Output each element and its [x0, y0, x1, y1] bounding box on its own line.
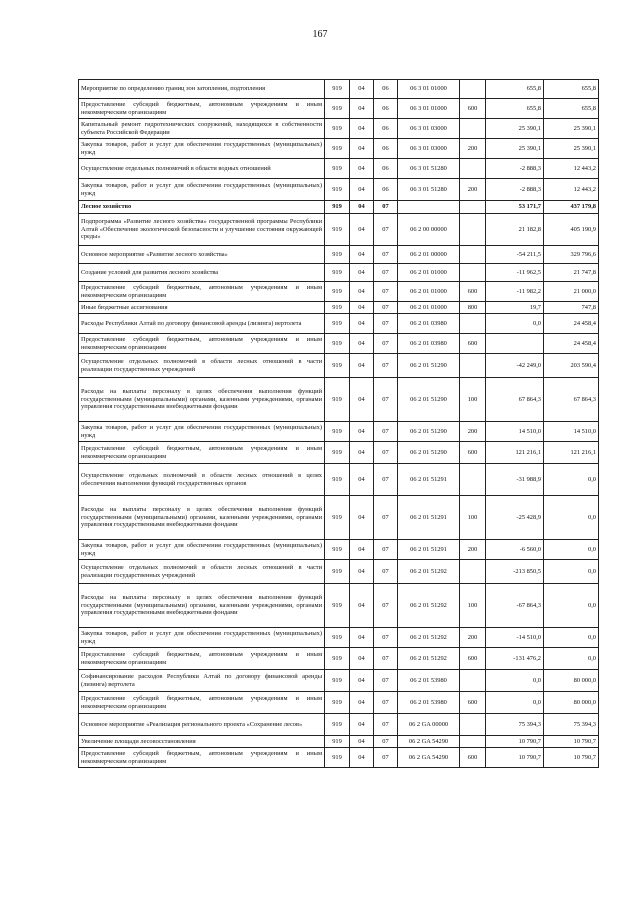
row-rz-cell: 04 — [350, 560, 374, 584]
row-name-cell: Осуществление отдельных полномочий в области водных отношений — [79, 159, 325, 179]
row-sum2-cell: 0,0 — [544, 584, 599, 628]
row-vr-cell — [460, 714, 486, 736]
row-pr-cell: 06 — [374, 99, 398, 119]
row-sum1-cell: 53 171,7 — [486, 201, 544, 214]
row-pr-cell: 07 — [374, 282, 398, 302]
row-sum2-cell: 25 390,1 — [544, 139, 599, 159]
row-name-cell: Осуществление отдельных полномочий в области лесных отношений в части реализации государственных учреждений — [79, 354, 325, 378]
row-name-cell: Закупка товаров, работ и услуг для обеспечения государственных (муниципальных) нужд — [79, 628, 325, 648]
row-rz-cell: 04 — [350, 464, 374, 496]
row-name-cell: Предоставление субсидий бюджетным, автономным учреждениям и иным некоммерческим организациям — [79, 282, 325, 302]
row-name-cell: Мероприятие по определению границ зон затопления, подтопления — [79, 80, 325, 99]
row-sum1-cell: -11 982,2 — [486, 282, 544, 302]
table-row — [79, 736, 599, 748]
row-sum1-cell: -42 249,0 — [486, 354, 544, 378]
row-pr-cell: 07 — [374, 442, 398, 464]
row-pr-cell: 06 — [374, 159, 398, 179]
row-sum1-cell: -54 211,5 — [486, 246, 544, 264]
row-csr-cell: 06 2 01 53980 — [398, 692, 460, 714]
row-vr-cell — [460, 80, 486, 99]
row-pr-cell: 06 — [374, 179, 398, 201]
row-pr-cell: 07 — [374, 670, 398, 692]
row-csr-cell: 06 2 GA 54290 — [398, 748, 460, 768]
row-sum1-cell: -2 888,3 — [486, 159, 544, 179]
row-rz-cell: 04 — [350, 628, 374, 648]
table-row — [79, 648, 599, 670]
row-rz-cell: 04 — [350, 282, 374, 302]
row-sum1-cell: 0,0 — [486, 314, 544, 334]
table-row — [79, 560, 599, 584]
row-rz-cell: 04 — [350, 496, 374, 540]
row-csr-cell: 06 2 GA 54290 — [398, 736, 460, 748]
table-row — [79, 201, 599, 214]
row-gr-cell: 919 — [325, 442, 350, 464]
row-pr-cell: 07 — [374, 736, 398, 748]
row-vr-cell — [460, 314, 486, 334]
row-gr-cell: 919 — [325, 464, 350, 496]
row-rz-cell: 04 — [350, 314, 374, 334]
row-pr-cell: 06 — [374, 80, 398, 99]
row-sum2-cell: 0,0 — [544, 496, 599, 540]
row-vr-cell: 600 — [460, 692, 486, 714]
row-vr-cell: 600 — [460, 334, 486, 354]
row-rz-cell: 04 — [350, 201, 374, 214]
table-row — [79, 179, 599, 201]
table-row — [79, 302, 599, 314]
row-vr-cell — [460, 464, 486, 496]
row-gr-cell: 919 — [325, 692, 350, 714]
table-row — [79, 139, 599, 159]
row-sum1-cell: 14 510,0 — [486, 422, 544, 442]
row-csr-cell: 06 3 01 03000 — [398, 139, 460, 159]
row-sum2-cell: 747,8 — [544, 302, 599, 314]
row-name-cell: Иные бюджетные ассигнования — [79, 302, 325, 314]
row-pr-cell: 07 — [374, 214, 398, 246]
row-vr-cell — [460, 264, 486, 282]
row-gr-cell: 919 — [325, 378, 350, 422]
row-csr-cell: 06 2 01 00000 — [398, 246, 460, 264]
row-gr-cell: 919 — [325, 246, 350, 264]
row-vr-cell — [460, 736, 486, 748]
row-vr-cell: 100 — [460, 496, 486, 540]
row-gr-cell: 919 — [325, 670, 350, 692]
row-sum2-cell: 21 747,8 — [544, 264, 599, 282]
row-name-cell: Предоставление субсидий бюджетным, автономным учреждениям и иным некоммерческим организациям — [79, 692, 325, 714]
table-row — [79, 442, 599, 464]
row-name-cell: Капитальный ремонт гидротехнических сооружений, находящихся в собственности субъекта Российской Федерации — [79, 119, 325, 139]
row-rz-cell: 04 — [350, 179, 374, 201]
row-rz-cell: 04 — [350, 99, 374, 119]
row-pr-cell: 07 — [374, 692, 398, 714]
row-csr-cell: 06 2 01 51290 — [398, 442, 460, 464]
row-name-cell: Закупка товаров, работ и услуг для обеспечения государственных (муниципальных) нужд — [79, 540, 325, 560]
row-name-cell: Закупка товаров, работ и услуг для обеспечения государственных (муниципальных) нужд — [79, 139, 325, 159]
row-csr-cell: 06 2 01 51290 — [398, 354, 460, 378]
table-row — [79, 670, 599, 692]
row-name-cell: Софинансирование расходов Республики Алтай по договору финансовой аренды (лизинга) вертолета — [79, 670, 325, 692]
row-pr-cell: 07 — [374, 314, 398, 334]
row-pr-cell: 07 — [374, 648, 398, 670]
row-gr-cell: 919 — [325, 282, 350, 302]
row-vr-cell: 200 — [460, 628, 486, 648]
row-sum1-cell: -213 850,5 — [486, 560, 544, 584]
table-row — [79, 464, 599, 496]
row-gr-cell: 919 — [325, 496, 350, 540]
table-row — [79, 540, 599, 560]
row-rz-cell: 04 — [350, 442, 374, 464]
row-sum2-cell: 12 443,2 — [544, 179, 599, 201]
row-csr-cell: 06 3 01 03000 — [398, 119, 460, 139]
row-sum2-cell: 655,8 — [544, 99, 599, 119]
row-gr-cell: 919 — [325, 119, 350, 139]
row-name-cell: Подпрограмма «Развитие лесного хозяйства» государственной программы Республики Алтай «Обеспечение экологической безопасности и улучшение состояния окружающей среды» — [79, 214, 325, 246]
row-sum1-cell: 25 390,1 — [486, 139, 544, 159]
row-gr-cell: 919 — [325, 159, 350, 179]
row-sum1-cell: 67 864,3 — [486, 378, 544, 422]
row-name-cell: Расходы на выплаты персоналу в целях обеспечения выполнения функций государственными (муниципальными) органами, казенными учреждениями, органами управления государственными внебюджетными фондами — [79, 378, 325, 422]
row-pr-cell: 07 — [374, 584, 398, 628]
row-sum2-cell: 80 000,0 — [544, 670, 599, 692]
row-gr-cell: 919 — [325, 302, 350, 314]
row-rz-cell: 04 — [350, 540, 374, 560]
row-name-cell: Закупка товаров, работ и услуг для обеспечения государственных (муниципальных) нужд — [79, 179, 325, 201]
row-sum2-cell: 80 000,0 — [544, 692, 599, 714]
row-rz-cell: 04 — [350, 334, 374, 354]
row-name-cell: Расходы на выплаты персоналу в целях обеспечения выполнения функций государственными (муниципальными) органами, казенными учреждениями, органами управления государственными внебюджетными фондами — [79, 584, 325, 628]
row-rz-cell: 04 — [350, 714, 374, 736]
row-name-cell: Расходы Республики Алтай по договору финансовой аренды (лизинга) вертолета — [79, 314, 325, 334]
row-vr-cell: 200 — [460, 422, 486, 442]
row-pr-cell: 06 — [374, 119, 398, 139]
row-sum1-cell: 0,0 — [486, 670, 544, 692]
row-sum1-cell: 0,0 — [486, 692, 544, 714]
row-rz-cell: 04 — [350, 378, 374, 422]
row-rz-cell: 04 — [350, 214, 374, 246]
row-gr-cell: 919 — [325, 714, 350, 736]
row-gr-cell: 919 — [325, 736, 350, 748]
row-sum2-cell: 329 796,6 — [544, 246, 599, 264]
row-csr-cell: 06 2 01 01000 — [398, 282, 460, 302]
table-row — [79, 628, 599, 648]
row-vr-cell: 600 — [460, 99, 486, 119]
row-gr-cell: 919 — [325, 354, 350, 378]
row-csr-cell: 06 3 01 51280 — [398, 159, 460, 179]
row-sum2-cell: 24 458,4 — [544, 334, 599, 354]
row-sum2-cell: 437 179,8 — [544, 201, 599, 214]
row-vr-cell: 600 — [460, 442, 486, 464]
row-vr-cell — [460, 159, 486, 179]
row-gr-cell: 919 — [325, 201, 350, 214]
row-pr-cell: 06 — [374, 139, 398, 159]
table-row — [79, 80, 599, 99]
table-row — [79, 692, 599, 714]
row-sum1-cell: 121 216,1 — [486, 442, 544, 464]
row-csr-cell: 06 2 01 51291 — [398, 464, 460, 496]
row-name-cell: Предоставление субсидий бюджетным, автономным учреждениям и иным некоммерческим организациям — [79, 442, 325, 464]
row-name-cell: Предоставление субсидий бюджетным, автономным учреждениям и иным некоммерческим организациям — [79, 334, 325, 354]
row-rz-cell: 04 — [350, 264, 374, 282]
row-rz-cell: 04 — [350, 302, 374, 314]
row-sum1-cell: 25 390,1 — [486, 119, 544, 139]
table-row — [79, 378, 599, 422]
row-sum2-cell: 0,0 — [544, 628, 599, 648]
row-vr-cell — [460, 246, 486, 264]
row-sum1-cell: 655,8 — [486, 99, 544, 119]
row-csr-cell: 06 2 01 51292 — [398, 584, 460, 628]
row-pr-cell: 07 — [374, 748, 398, 768]
row-pr-cell: 07 — [374, 422, 398, 442]
row-name-cell: Закупка товаров, работ и услуг для обеспечения государственных (муниципальных) нужд — [79, 422, 325, 442]
row-csr-cell: 06 2 01 51292 — [398, 628, 460, 648]
table-row — [79, 334, 599, 354]
row-sum2-cell: 10 790,7 — [544, 736, 599, 748]
row-gr-cell: 919 — [325, 139, 350, 159]
table-row — [79, 264, 599, 282]
row-vr-cell — [460, 214, 486, 246]
table-row — [79, 584, 599, 628]
row-rz-cell: 04 — [350, 246, 374, 264]
row-csr-cell: 06 2 01 51291 — [398, 540, 460, 560]
row-sum1-cell — [486, 334, 544, 354]
row-sum1-cell: 19,7 — [486, 302, 544, 314]
row-name-cell: Увеличение площади лесовосстановления — [79, 736, 325, 748]
row-sum1-cell: -6 560,0 — [486, 540, 544, 560]
row-sum2-cell: 14 510,0 — [544, 422, 599, 442]
row-csr-cell: 06 2 01 51292 — [398, 648, 460, 670]
row-csr-cell: 06 2 01 51290 — [398, 422, 460, 442]
row-rz-cell: 04 — [350, 736, 374, 748]
row-rz-cell: 04 — [350, 354, 374, 378]
row-vr-cell: 200 — [460, 540, 486, 560]
row-sum2-cell: 655,8 — [544, 80, 599, 99]
table-row — [79, 214, 599, 246]
budget-table — [78, 79, 599, 768]
row-name-cell: Основное мероприятие «Развитие лесного хозяйства» — [79, 246, 325, 264]
row-sum1-cell: -131 476,2 — [486, 648, 544, 670]
row-csr-cell: 06 2 00 00000 — [398, 214, 460, 246]
table-row — [79, 748, 599, 768]
row-name-cell: Создание условий для развития лесного хозяйства — [79, 264, 325, 282]
row-rz-cell: 04 — [350, 159, 374, 179]
row-gr-cell: 919 — [325, 99, 350, 119]
row-sum1-cell: -67 864,3 — [486, 584, 544, 628]
row-name-cell: Осуществление отдельных полномочий в области лесных отношений в части реализации государственных учреждений — [79, 560, 325, 584]
row-sum2-cell: 21 000,0 — [544, 282, 599, 302]
row-name-cell: Лесное хозяйство — [79, 201, 325, 214]
row-sum2-cell: 67 864,3 — [544, 378, 599, 422]
row-gr-cell: 919 — [325, 179, 350, 201]
row-name-cell: Осуществление отдельных полномочий в области лесных отношений в целях обеспечения выполнения функций государственных органов — [79, 464, 325, 496]
row-pr-cell: 07 — [374, 264, 398, 282]
row-sum1-cell: 10 790,7 — [486, 736, 544, 748]
row-sum1-cell: 21 182,8 — [486, 214, 544, 246]
row-rz-cell: 04 — [350, 670, 374, 692]
row-vr-cell — [460, 119, 486, 139]
table-row — [79, 282, 599, 302]
row-vr-cell — [460, 670, 486, 692]
row-csr-cell: 06 2 01 01000 — [398, 264, 460, 282]
row-sum1-cell: -31 988,9 — [486, 464, 544, 496]
row-gr-cell: 919 — [325, 540, 350, 560]
table-row — [79, 496, 599, 540]
row-csr-cell: 06 2 01 51290 — [398, 378, 460, 422]
row-vr-cell: 200 — [460, 179, 486, 201]
row-vr-cell — [460, 201, 486, 214]
row-sum1-cell: 75 394,3 — [486, 714, 544, 736]
row-name-cell: Предоставление субсидий бюджетным, автономным учреждениям и иным некоммерческим организациям — [79, 748, 325, 768]
row-sum2-cell: 203 590,4 — [544, 354, 599, 378]
row-name-cell: Основное мероприятие «Реализация регионального проекта «Сохранение лесов» — [79, 714, 325, 736]
row-sum2-cell: 10 790,7 — [544, 748, 599, 768]
row-vr-cell — [460, 560, 486, 584]
row-gr-cell: 919 — [325, 648, 350, 670]
row-csr-cell: 06 2 01 03980 — [398, 314, 460, 334]
row-vr-cell: 100 — [460, 378, 486, 422]
row-sum1-cell: 10 790,7 — [486, 748, 544, 768]
row-pr-cell: 07 — [374, 628, 398, 648]
row-csr-cell — [398, 201, 460, 214]
row-pr-cell: 07 — [374, 496, 398, 540]
row-sum2-cell: 12 443,2 — [544, 159, 599, 179]
row-sum1-cell: 655,8 — [486, 80, 544, 99]
row-rz-cell: 04 — [350, 422, 374, 442]
row-pr-cell: 07 — [374, 464, 398, 496]
row-vr-cell: 200 — [460, 139, 486, 159]
row-vr-cell: 800 — [460, 302, 486, 314]
row-csr-cell: 06 2 01 01000 — [398, 302, 460, 314]
row-name-cell: Расходы на выплаты персоналу в целях обеспечения выполнения функций государственными (муниципальными) органами, казенными учреждениями, органами управления государственными внебюджетными фондами — [79, 496, 325, 540]
row-csr-cell: 06 2 01 51291 — [398, 496, 460, 540]
row-sum2-cell: 0,0 — [544, 648, 599, 670]
row-gr-cell: 919 — [325, 80, 350, 99]
row-rz-cell: 04 — [350, 648, 374, 670]
row-sum1-cell: -2 888,3 — [486, 179, 544, 201]
row-vr-cell — [460, 354, 486, 378]
row-csr-cell: 06 2 01 53980 — [398, 670, 460, 692]
row-vr-cell: 600 — [460, 748, 486, 768]
row-gr-cell: 919 — [325, 560, 350, 584]
row-sum2-cell: 25 390,1 — [544, 119, 599, 139]
row-csr-cell: 06 3 01 01000 — [398, 80, 460, 99]
row-rz-cell: 04 — [350, 692, 374, 714]
row-csr-cell: 06 2 GA 00000 — [398, 714, 460, 736]
row-name-cell: Предоставление субсидий бюджетным, автономным учреждениям и иным некоммерческим организациям — [79, 99, 325, 119]
row-pr-cell: 07 — [374, 378, 398, 422]
row-gr-cell: 919 — [325, 422, 350, 442]
row-rz-cell: 04 — [350, 119, 374, 139]
row-sum1-cell: -25 428,9 — [486, 496, 544, 540]
page-number: 167 — [312, 29, 328, 40]
table-row — [79, 99, 599, 119]
row-sum2-cell: 24 458,4 — [544, 314, 599, 334]
row-gr-cell: 919 — [325, 748, 350, 768]
row-csr-cell: 06 3 01 01000 — [398, 99, 460, 119]
row-name-cell: Предоставление субсидий бюджетным, автономным учреждениям и иным некоммерческим организациям — [79, 648, 325, 670]
row-gr-cell: 919 — [325, 314, 350, 334]
table-row — [79, 714, 599, 736]
row-rz-cell: 04 — [350, 139, 374, 159]
row-gr-cell: 919 — [325, 628, 350, 648]
table-row — [79, 246, 599, 264]
row-sum2-cell: 405 190,9 — [544, 214, 599, 246]
row-gr-cell: 919 — [325, 264, 350, 282]
row-csr-cell: 06 2 01 51292 — [398, 560, 460, 584]
row-vr-cell: 600 — [460, 282, 486, 302]
row-sum1-cell: -11 962,5 — [486, 264, 544, 282]
row-pr-cell: 07 — [374, 246, 398, 264]
row-pr-cell: 07 — [374, 540, 398, 560]
row-vr-cell: 600 — [460, 648, 486, 670]
row-gr-cell: 919 — [325, 214, 350, 246]
row-pr-cell: 07 — [374, 201, 398, 214]
row-pr-cell: 07 — [374, 560, 398, 584]
row-pr-cell: 07 — [374, 714, 398, 736]
row-sum2-cell: 75 394,3 — [544, 714, 599, 736]
table-row — [79, 119, 599, 139]
row-gr-cell: 919 — [325, 334, 350, 354]
table-row — [79, 422, 599, 442]
row-csr-cell: 06 3 01 51280 — [398, 179, 460, 201]
row-rz-cell: 04 — [350, 584, 374, 628]
row-rz-cell: 04 — [350, 748, 374, 768]
row-sum2-cell: 121 216,1 — [544, 442, 599, 464]
table-row — [79, 159, 599, 179]
row-gr-cell: 919 — [325, 584, 350, 628]
row-pr-cell: 07 — [374, 334, 398, 354]
row-pr-cell: 07 — [374, 354, 398, 378]
table-row — [79, 314, 599, 334]
row-sum2-cell: 0,0 — [544, 464, 599, 496]
table-row — [79, 354, 599, 378]
row-pr-cell: 07 — [374, 302, 398, 314]
row-vr-cell: 100 — [460, 584, 486, 628]
row-sum2-cell: 0,0 — [544, 540, 599, 560]
row-sum2-cell: 0,0 — [544, 560, 599, 584]
row-rz-cell: 04 — [350, 80, 374, 99]
row-csr-cell: 06 2 01 03980 — [398, 334, 460, 354]
row-sum1-cell: -14 510,0 — [486, 628, 544, 648]
